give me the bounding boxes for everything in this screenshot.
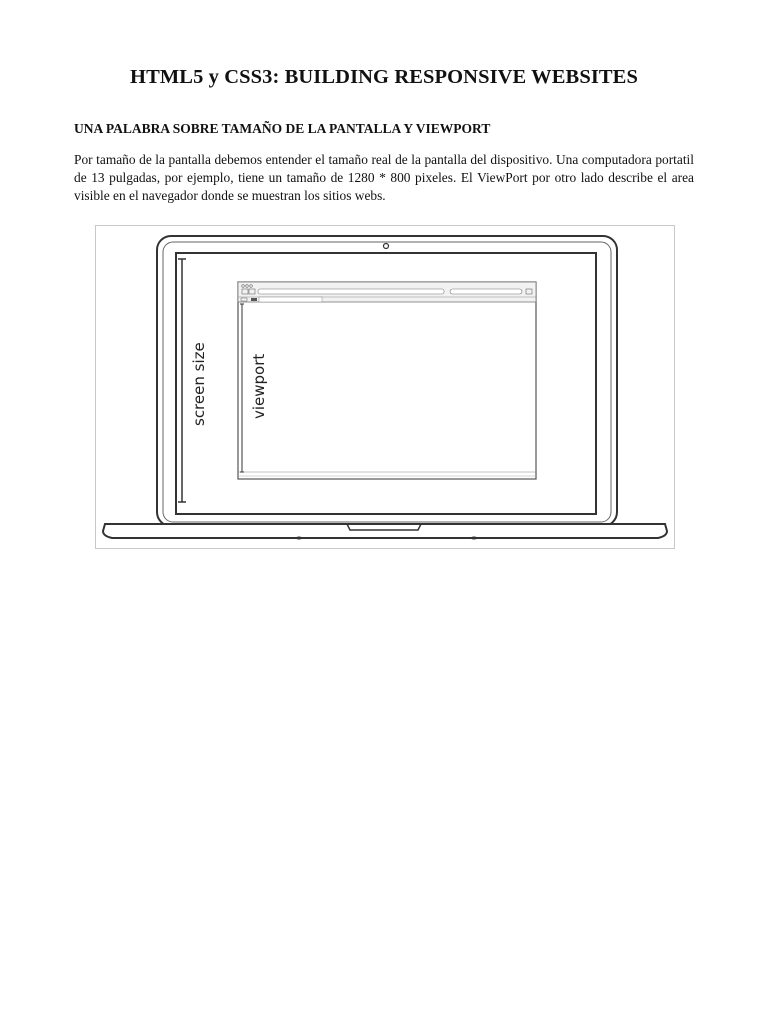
laptop-viewport-figure [95,225,675,549]
page-title: HTML5 y CSS3: BUILDING RESPONSIVE WEBSITES [130,66,638,88]
screen-size-label: screen size [190,342,208,426]
browser-window [238,282,536,479]
laptop-foot-left [296,537,303,540]
address-bar [258,289,444,294]
laptop-illustration [96,226,674,548]
tab-icon [251,298,257,301]
laptop-base [103,524,667,538]
browser-tab [259,297,322,302]
viewport-label: viewport [250,353,268,419]
search-box [450,289,522,294]
section-heading: UNA PALABRA SOBRE TAMAÑO DE LA PANTALLA Y VIEWPORT [74,121,491,136]
laptop-foot-right [471,537,478,540]
camera-icon [384,244,389,249]
body-paragraph: Por tamaño de la pantalla debemos entender el tamaño real de la pantalla del dispositivo. Una computadora portatil de 13 pulgadas, por ejemplo, tiene un tamaño de 1280 * 800 pixeles. El ViewPort por otro lado describe el area visible en el navegador donde se muestran los sitios webs. [74,152,694,203]
